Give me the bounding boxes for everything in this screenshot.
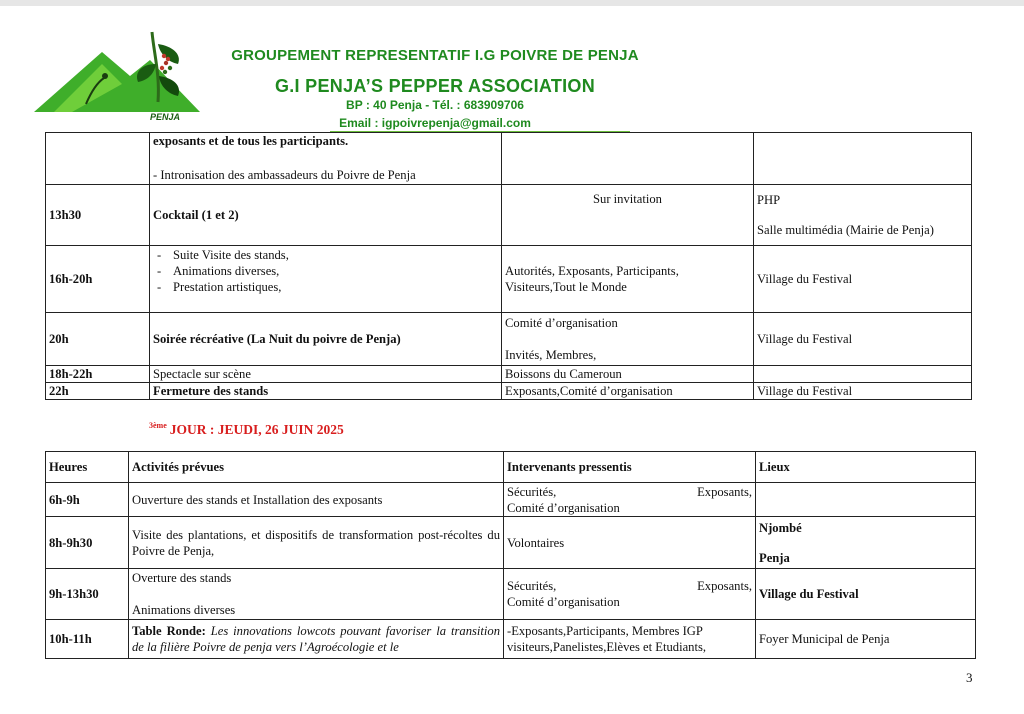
table-row (46, 366, 972, 383)
column-header: Heures (46, 452, 129, 483)
activity-cell (129, 569, 504, 620)
activity-label: Table Ronde: (132, 624, 206, 638)
table-row (46, 620, 976, 659)
activity-cell: Spectacle sur scène (150, 366, 502, 383)
intervenants-line: Autorités, Exposants, Participants, (505, 264, 679, 278)
activity-cell (129, 620, 504, 659)
lieux-cell: Foyer Municipal de Penja (756, 620, 976, 659)
lieux-cell (754, 133, 972, 185)
lieux-cell: Village du Festival (756, 569, 976, 620)
intervenants-line: Invités, Membres, (505, 348, 597, 362)
time-cell: 6h-9h (46, 483, 129, 517)
time-cell: 16h-20h (46, 246, 150, 313)
activity-cell: Ouverture des stands et Installation des exposants (129, 483, 504, 517)
lieux-line: Salle multimédia (Mairie de Penja) (757, 223, 934, 237)
activity-cell: Visite des plantations, et dispositifs de transformation post-récoltes du Poivre de Penja, (129, 517, 504, 569)
time-cell (46, 133, 150, 185)
activity-cell: Cocktail (1 et 2) (150, 185, 502, 246)
day-title: JOUR : JEUDI, 26 JUIN 2025 (169, 422, 344, 437)
activity-cell (150, 133, 502, 185)
intervenants-line: -Exposants,Participants, Membres IGP (507, 624, 703, 638)
day2-schedule-table (45, 132, 972, 400)
intervenants-cell (504, 569, 756, 620)
activity-bullet: - Animations diverses, (173, 263, 498, 279)
lieux-cell (754, 366, 972, 383)
intervenants-cell (502, 246, 754, 313)
day3-schedule-table (45, 451, 976, 659)
intervenants-cell: Boissons du Cameroun (502, 366, 754, 383)
time-cell: 18h-22h (46, 366, 150, 383)
intervenants-cell: Exposants,Comité d’organisation (502, 383, 754, 400)
lieux-cell (756, 483, 976, 517)
lieux-cell: Village du Festival (754, 383, 972, 400)
activity-line: - Intronisation des ambassadeurs du Poivre de Penja (153, 168, 416, 182)
table-row (46, 483, 976, 517)
intervenants-cell (502, 133, 754, 185)
table-row (46, 313, 972, 366)
column-header: Activités prévues (129, 452, 504, 483)
activity-cell (150, 246, 502, 313)
table-header-row (46, 452, 976, 483)
activity-cell: Soirée récréative (La Nuit du poivre de Penja) (150, 313, 502, 366)
intervenants-part: Exposants, (697, 579, 752, 593)
intervenants-line: Comité d’organisation (507, 500, 620, 515)
activity-bullet: - Suite Visite des stands, (173, 247, 498, 263)
intervenants-cell (504, 483, 756, 517)
activity-line: exposants et de tous les participants. (153, 134, 349, 148)
time-cell: 9h-13h30 (46, 569, 129, 620)
intervenants-line: Comité d’organisation (505, 316, 618, 330)
lieux-line: Njombé (759, 520, 802, 535)
lieux-line: PHP (757, 193, 781, 207)
postal-phone: BP : 40 Penja - Tél. : 683909706 (346, 98, 524, 112)
intervenants-line: Comité d’organisation (507, 595, 620, 609)
column-header: Lieux (756, 452, 976, 483)
lieux-line: Penja (759, 550, 790, 565)
association-full-name: GROUPEMENT REPRESENTATIF I.G POIVRE DE PENJA (231, 47, 639, 64)
table-row (46, 133, 972, 185)
intervenants-cell: Sur invitation (502, 185, 754, 246)
lieux-cell: Village du Festival (754, 313, 972, 366)
time-cell: 13h30 (46, 185, 150, 246)
intervenants-line: visiteurs,Panelistes,Elèves et Etudiants, (507, 640, 707, 654)
logo-wordmark: PENJA (150, 112, 181, 122)
activity-line: Overture des stands (132, 571, 232, 585)
intervenants-line: Visiteurs,Tout le Monde (505, 280, 627, 294)
table-row (46, 517, 976, 569)
lieux-cell (754, 185, 972, 246)
column-header: Intervenants pressentis (504, 452, 756, 483)
page-number: 3 (966, 670, 973, 685)
intervenants-cell (502, 313, 754, 366)
time-cell: 22h (46, 383, 150, 400)
activity-cell: Fermeture des stands (150, 383, 502, 400)
table-row (46, 185, 972, 246)
table-row (46, 246, 972, 313)
table-row (46, 569, 976, 620)
lieux-cell (756, 517, 976, 569)
intervenants-part: Sécurités, (507, 579, 557, 593)
time-cell: 20h (46, 313, 150, 366)
intervenants-cell (504, 620, 756, 659)
table-row (46, 383, 972, 400)
association-short-name: G.I PENJA’S PEPPER ASSOCIATION (274, 76, 596, 96)
intervenants-part: Sécurités, (507, 484, 557, 499)
time-cell: 10h-11h (46, 620, 129, 659)
top-bar (0, 0, 1024, 6)
time-cell: 8h-9h30 (46, 517, 129, 569)
intervenants-cell: Volontaires (504, 517, 756, 569)
activity-line: Animations diverses (132, 603, 236, 617)
day3-heading (149, 421, 344, 438)
day-ordinal: 3ème (149, 421, 167, 430)
association-logo (32, 24, 202, 124)
email-address: Email : igpoivrepenja@gmail.com (339, 116, 531, 130)
activity-description: Les innovations lowcots pouvant favoriser la transition de la filière Poivre de penja vers l’Agroécologie et le (132, 624, 500, 654)
activity-bullet: - Prestation artistiques, (173, 279, 498, 295)
intervenants-part: Exposants, (697, 484, 752, 499)
lieux-cell: Village du Festival (754, 246, 972, 313)
